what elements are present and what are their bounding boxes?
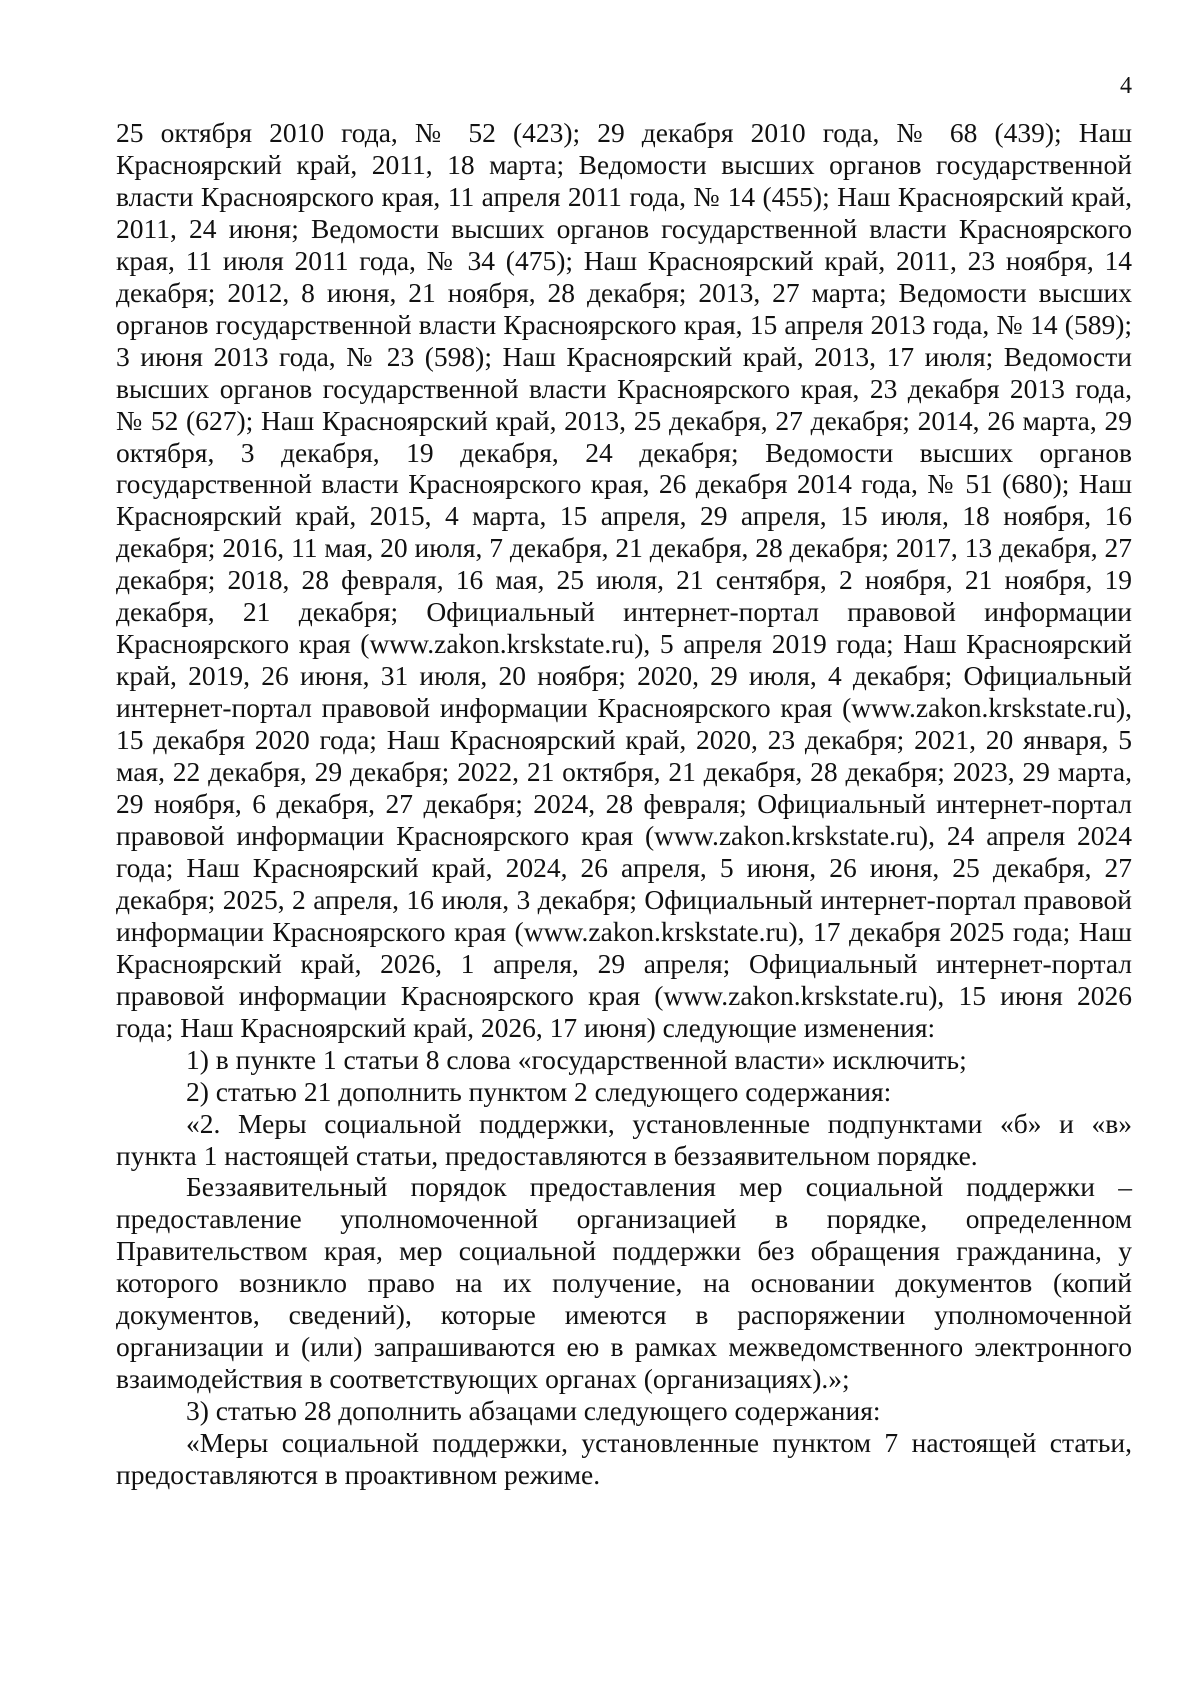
page-number: 4: [1120, 73, 1132, 99]
paragraph-amendment-2-text: «2. Меры социальной поддержки, установленные подпунктами «б» и «в» пункта 1 настоящей статьи, предоставляются в беззаявительном порядке.: [116, 1107, 1132, 1171]
paragraph-amendment-3-text: «Меры социальной поддержки, установленные пунктом 7 настоящей статьи, предоставляются в проактивном режиме.: [116, 1427, 1132, 1491]
paragraph-citation-list: 25 октября 2010 года, № 52 (423); 29 декабря 2010 года, № 68 (439); Наш Красноярский край, 2011, 18 марта; Ведомости высших органов государственной власти Красноярского края, 11 апреля 2011 года, № 14 (455); Наш Красноярский край, 2011, 24 июня; Ведомости высших органов государственной власти Красноярского края, 11 июля 2011 года, № 34 (475); Наш Красноярский край, 2011, 23 ноября, 14 декабря; 2012, 8 июня, 21 ноября, 28 декабря; 2013, 27 марта; Ведомости высших органов государственной власти Красноярского края, 15 апреля 2013 года, № 14 (589); 3 июня 2013 года, № 23 (598); Наш Красноярский край, 2013, 17 июля; Ведомости высших органов государственной власти Красноярского края, 23 декабря 2013 года, № 52 (627); Наш Красноярский край, 2013, 25 декабря, 27 декабря; 2014, 26 марта, 29 октября, 3 декабря, 19 декабря, 24 декабря; Ведомости высших органов государственной власти Красноярского края, 26 декабря 2014 года, № 51 (680); Наш Красноярский край, 2015, 4 марта, 15 апреля, 29 апреля, 15 июля, 18 ноября, 16 декабря; 2016, 11 мая, 20 июля, 7 декабря, 21 декабря, 28 декабря; 2017, 13 декабря, 27 декабря; 2018, 28 февраля, 16 мая, 25 июля, 21 сентября, 2 ноября, 21 ноября, 19 декабря, 21 декабря; Официальный интернет-портал правовой информации Красноярского края (www.zakon.krskstate.ru), 5 апреля 2019 года; Наш Красноярский край, 2019, 26 июня, 31 июля, 20 ноября; 2020, 29 июля, 4 декабря; Официальный интернет-портал правовой информации Красноярского края (www.zakon.krskstate.ru), 15 декабря 2020 года; Наш Красноярский край, 2020, 23 декабря; 2021, 20 января, 5 мая, 22 декабря, 29 декабря; 2022, 21 октября, 21 декабря, 28 декабря; 2023, 29 марта, 29 ноября, 6 декабря, 27 декабря; 2024, 28 февраля; Официальный интернет-портал правовой информации Красноярского края (www.zakon.krskstate.ru), 24 апреля 2024 года; Наш Красноярский край, 2024, 26 апреля, 5 июня, 26 июня, 25 декабря, 27 декабря; 2025, 2 апреля, 16 июля, 3 декабря; Официальный интернет-портал правовой информации Красноярского края (www.zakon.krskstate.ru), 17 декабря 2025 года; Наш Красноярский край, 2026, 1 апреля, 29 апреля; Официальный интернет-портал правовой информации Красноярского края (www.zakon.krskstate.ru), 15 июня 2026 года; Наш Красноярский край, 2026, 17 июня) следующие изменения:: [116, 117, 1132, 1043]
paragraph-amendment-1: 1) в пункте 1 статьи 8 слова «государственной власти» исключить;: [186, 1043, 967, 1075]
document-body: [116, 117, 1132, 1491]
paragraph-amendment-3: 3) статью 28 дополнить абзацами следующего содержания:: [186, 1395, 881, 1427]
paragraph-definition: Беззаявительный порядок предоставления мер социальной поддержки – предоставление уполномоченной организацией в порядке, определенном Правительством края, мер социальной поддержки без обращения гражданина, у которого возникло право на их получение, на основании документов (копий документов, сведений), которые имеются в распоряжении уполномоченной организации и (или) запрашиваются ею в рамках межведомственного электронного взаимодействия в соответствующих органах (организациях).»;: [116, 1171, 1132, 1395]
paragraph-amendment-2: 2) статью 21 дополнить пунктом 2 следующего содержания:: [186, 1075, 892, 1107]
